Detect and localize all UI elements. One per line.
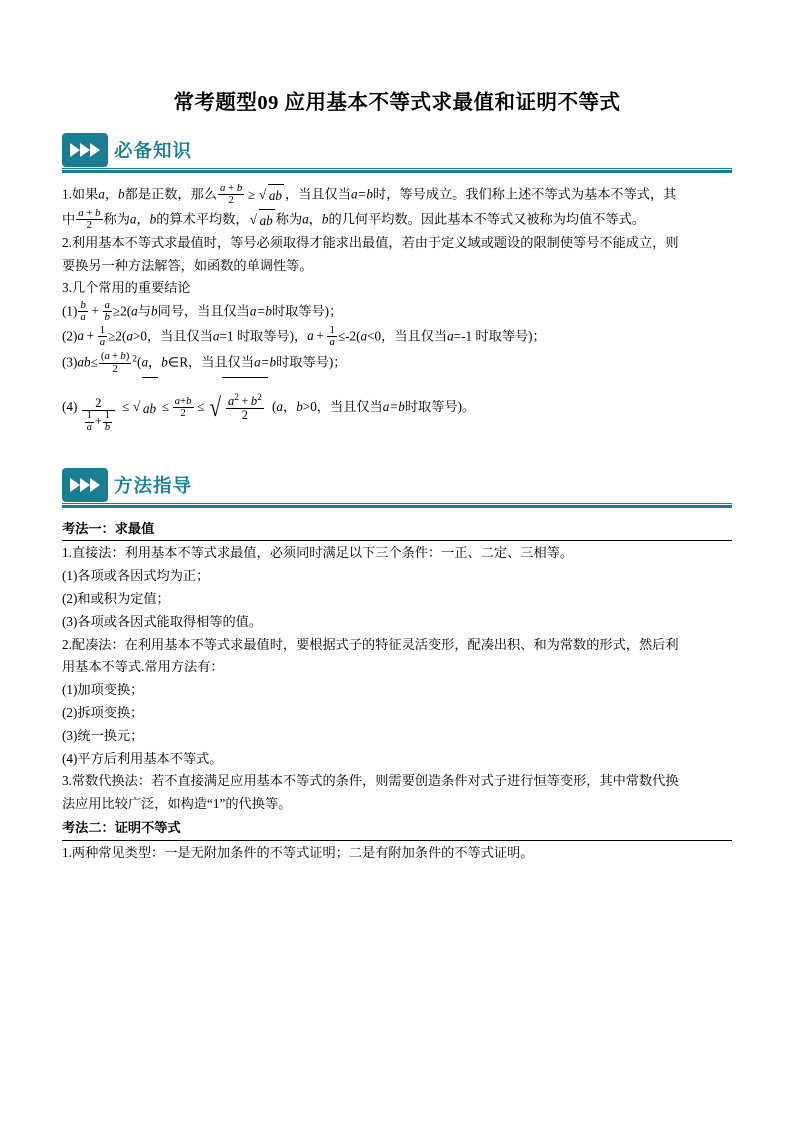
section-label-prerequisite: 必备知识 [114,140,193,161]
knowledge-item-3-head: 3.几个常用的重要结论 [62,280,191,296]
conclusion-1: (1) $\frac{b}{a}$ + $\frac{a}{b}$ ≥2(a与b同号，当且仅当a=b时取等号)； [62,298,343,324]
exam-method-1-heading: 考法一：求最值 [62,518,732,542]
formula-geometric-mean: √ ab [249,211,276,226]
page-title: 常考题型09 应用基本不等式求最值和证明不等式 [173,92,621,114]
conclusion-2: (2)a + $\frac{1}{a}$ ≥2(a>0，当且仅当a=1 时取等号)，a + $\frac{1}{a}$ ≤-2(a<0，当且仅当a=-1 时取等号)； [62,323,546,349]
cond-a-eq-b: a=b [350,186,374,202]
var-b: b [118,186,125,202]
formula-c2-pos: a + $\frac{1}{a}$ [77,323,106,349]
method-3-line-1: 3.常数代换法：若不直接满足应用基本不等式的条件，则需要创造条件对式子进行恒等变形，其中常数代换 [62,773,679,789]
formula-c4: 2 $\frac{1}{a}$ + $\frac{1}{b}$ ≤ √ ab ≤ $\frac{a+b}{2}$ ≤ √ $\frac{a^2 + b^2}{2}$ [77,399,272,414]
method-2-2: (2)拆项变换； [62,705,144,721]
method-2-line-2: 用基本不等式.常用方法有： [62,659,224,675]
section-banner-method [62,466,732,508]
formula-arithmetic-mean: $\frac{a + b}{2}$ [78,206,101,232]
method-2-3: (3)统一换元； [62,727,144,743]
method-2-4: (4)平方后利用基本不等式。 [62,750,223,766]
method-4: 1.两种常见类型：一是无附加条件的不等式证明；二是有附加条件的不等式证明。 [62,844,534,860]
banner-rule [62,170,732,173]
section-banner-prerequisite [62,131,732,173]
formula-c2-neg: a + $\frac{1}{a}$ [307,323,335,349]
section-label-method: 方法指导 [114,474,193,496]
method-1: 1.直接法：利用基本不等式求最值，必须同时满足以下三个条件：一正、二定、三相等。 [62,545,574,561]
banner-thin-rule [62,503,732,504]
banner-rule [62,505,732,508]
document-content [62,85,732,865]
knowledge-item-1-line-2: 中 $\frac{a + b}{2}$ 称为a，b的算术平均数， √ ab 称为a，b的几何平均数。因此基本不等式又被称为均值不等式。 [62,206,646,232]
method-2-line-1: 2.配凑法：在利用基本不等式求最值时，要根据式子的特征灵活变形，配凑出积、和为常数的形式，然后利 [62,636,679,652]
banner-thin-rule [62,168,732,169]
method-1-1: (1)各项或各因式均为正； [62,568,210,584]
method-3-line-2: 法应用比较广泛，如构造“1”的代换等。 [62,796,292,812]
formula-c3: $\frac{(a + b)}{2}$ $^2$ [100,350,138,375]
conclusion-4: (4) 2 $\frac{1}{a}$ + $\frac{1}{b}$ ≤ √ ab ≤ $\frac{a+b}{2}$ ≤ √ $\frac{a^2 + b^2}{2}$ (a，b>0，当且仅当a=b时取等号)。 [62,376,732,440]
knowledge-item-2-line-1: 2.利用基本不等式求最值时，等号必须取得才能求出最值，若由于定义域或题设的限制使等号不能成立，则 [62,235,679,251]
formula-basic-inequality: $\frac{a + b}{2}$ ≥ √ ab [219,182,282,207]
var-a: a [98,186,105,202]
double-chevron-right-icon [62,468,108,502]
method-1-3: (3)各项或各因式能取得相等的值。 [62,613,263,629]
knowledge-item-2-line-2: 要换另一种方法解答，如函数的单调性等。 [62,257,313,273]
conclusion-3: (3)ab≤ $\frac{(a + b)}{2}$ $^2$(a，b∈R，当且仅当a=b时取等号)； [62,350,347,375]
exam-method-2-heading: 考法二：证明不等式 [62,817,732,841]
knowledge-item-1-line-1: 1.如果a，b都是正数，那么 $\frac{a + b}{2}$ ≥ √ ab ，当且仅当a=b时，等号成立。我们称上述不等式为基本不等式，其 [62,182,677,207]
formula-c1: $\frac{b}{a}$ + $\frac{a}{b}$ [80,298,110,324]
method-1-2: (2)和或积为定值； [62,591,170,607]
method-content [62,518,732,864]
double-chevron-right-icon [62,133,108,167]
method-2-1: (1)加项变换； [62,682,144,698]
